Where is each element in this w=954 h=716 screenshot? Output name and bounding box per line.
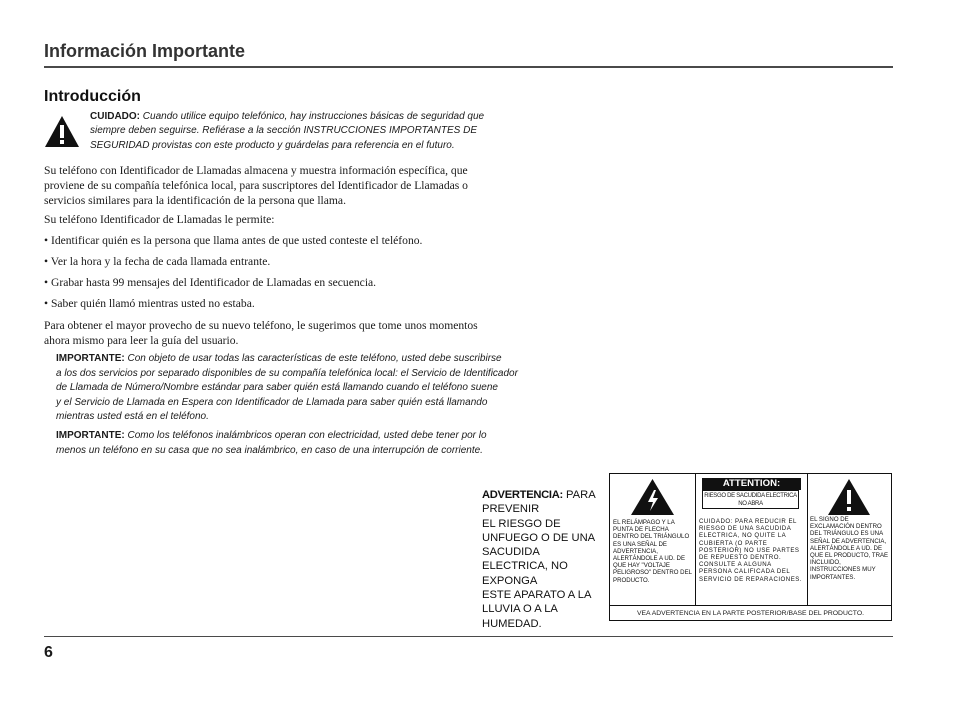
important-note [56,352,546,425]
caution-label-text: CUIDADO: PARA REDUCIR EL RIESGO DE UNA SACUDIDA ELECTRICA, NO QUITE LA CUBIERTA (O PARTE POSTERIOR) NO USE PARTES DE REPUESTO DENTRO. CONSULTE A ALGUNA PERSONA CALIFICADA DEL SERVICIO DE REPARACIONES. [699,518,803,583]
advertencia-line: EXPONGA [482,574,538,587]
exclamation-triangle-icon [827,478,871,516]
caution-note [90,110,520,153]
intro-paragraph [44,163,554,208]
warning-triangle-icon [44,115,80,148]
attention-subtext: RIESGO DE SACUDIDA ELECTRICA NO ABRA [702,490,799,509]
closing-paragraph-text: Para obtener el mayor provecho de su nuevo teléfono, le sugerimos que tome unos momentos ahora mismo para leer la guía del usuario. [44,319,478,347]
advertencia-line: UNFUEGO O DE UNA [482,531,596,544]
attention-badge: ATTENTION: [702,478,801,490]
bullet-item: • Ver la hora y la fecha de cada llamada entrante. [44,255,271,268]
advertencia-line: ELECTRICA, NO [482,560,568,573]
bullet-item: • Saber quién llamó mientras usted no estaba. [44,297,255,310]
important-note [56,429,546,458]
advertencia-line: ESTE APARATO A LA [482,589,592,602]
caution-label: CUIDADO: [90,111,140,122]
closing-paragraph [44,318,554,348]
advertencia-line: EL RIESGO DE [482,517,561,530]
warning-label-left-panel [610,474,696,605]
warning-label-center-panel [695,474,808,605]
warning-label-footer: VEA ADVERTENCIA EN LA PARTE POSTERIOR/BASE DEL PRODUCTO. [610,605,891,621]
lightning-warning-text: EL RELÁMPAGO Y LA PUNTA DE FLECHA DENTRO DEL TRIÁNGULO ES UNA SEÑAL DE ADVERTENCIA, ALERTÁNDOLE A UD. DE QUE HAY "VOLTAJE PELIGROSO" DENTRO DEL PRODUCTO. [613,519,692,584]
footer-divider [44,636,893,637]
section-title: Introducción [44,88,141,105]
exclamation-warning-text: EL SIGNO DE EXCLAMACIÓN DENTRO DEL TRIÁNGULO ES UNA SEÑAL DE ADVERTENCIA, ALERTÁNDOLE A UD. DE QUE EL PRODUCTO, TRAE INCLUIDO, INSTRUCCIONES MUY IMPORTANTES. [810,516,889,581]
warning-label-right-panel [807,474,891,605]
caution-text: Cuando utilice equipo telefónico, hay instrucciones básicas de seguridad que siempre deben seguirse. Refiérase a la sección INSTRUCCIONES IMPORTANTES DE SEGURIDAD provistas con este producto y guárdelas para referencia en el futuro. [90,111,485,151]
advertencia-line: SACUDIDA [482,546,540,559]
page-number: 6 [44,644,53,661]
important-label: IMPORTANTE: [56,353,125,364]
important-text: Como los teléfonos inalámbricos operan con electricidad, usted debe tener por lo menos un teléfono en su casa que no sea inalámbrico, en caso de una interrupción de corriente. [56,430,487,456]
important-text: Con objeto de usar todas las características de este teléfono, usted debe suscribirse a los dos servicios por separado disponibles de su compañía telefónica local: el Servicio de Identificador de Llamada de Número/Nombre estándar para saber quién está llamando cuando el teléfono suene y el Servicio de Llamada en Espera con Identificador de Llamada para saber quién está llamando mientras usted está en el teléfono. [56,353,518,423]
advertencia-line: PREVENIR [482,503,540,516]
advertencia-line: PARA [562,489,596,501]
lightning-triangle-icon [630,478,675,516]
header-divider [44,66,893,68]
page-header-title: Información Importante [44,41,246,61]
bullet-item: • Identificar quién es la persona que llama antes de que usted conteste el teléfono. [44,234,423,247]
important-label: IMPORTANTE: [56,430,125,441]
intro-paragraph-text: Su teléfono con Identificador de Llamadas almacena y muestra información específica, que proviene de su compañía telefónica local, para suscriptores del Identificador de Llamadas o servicios similares para la identificación de la persona que llama. [44,164,468,207]
advertencia-line: HUMEDAD. [482,617,542,630]
bullet-item: • Grabar hasta 99 mensajes del Identificador de Llamadas en secuencia. [44,276,377,289]
safety-warning-label [609,473,892,621]
advertencia-label: ADVERTENCIA: [482,489,563,501]
features-intro: Su teléfono Identificador de Llamadas le permite: [44,213,275,226]
advertencia-line: LLUVIA O A LA [482,603,558,616]
advertencia-block [482,488,607,631]
